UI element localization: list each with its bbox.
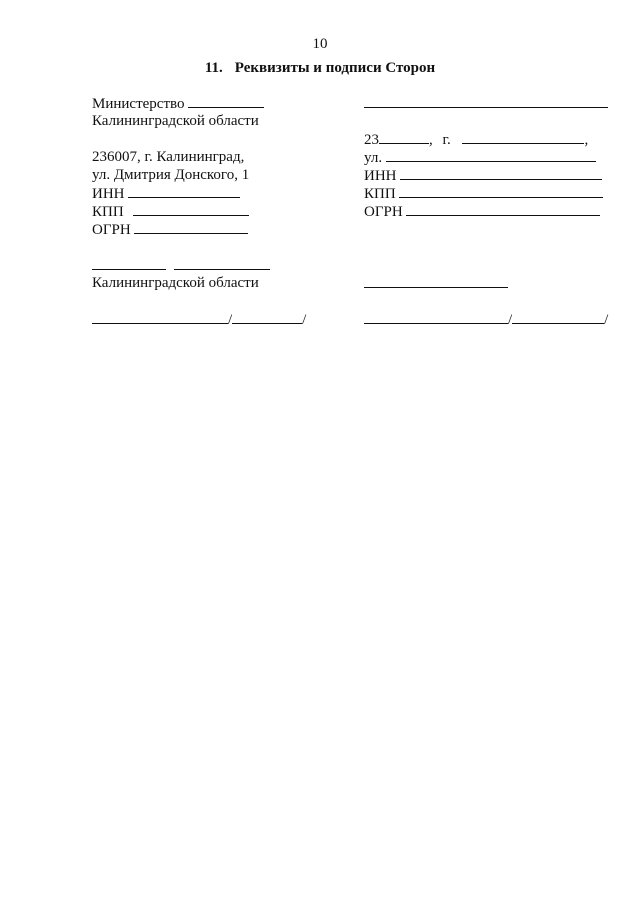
left-ogrn-label: ОГРН — [92, 222, 131, 238]
right-city-blank — [462, 130, 584, 144]
left-name-slash: / — [302, 312, 307, 328]
right-date-comma: , — [429, 132, 433, 148]
left-signature-slash: / — [228, 312, 233, 328]
left-signer-blank-1 — [92, 256, 166, 270]
left-org-label: Министерство — [92, 96, 185, 112]
right-name-blank — [512, 310, 604, 324]
left-org-blank — [188, 94, 264, 108]
left-address-line1: 236007, г. Калининград, — [92, 149, 245, 165]
right-signer-blank-row — [364, 274, 608, 292]
right-date-blank — [379, 130, 429, 144]
right-date-city-row — [364, 130, 608, 148]
left-signer-blank-row — [92, 256, 322, 274]
right-signer-blank — [364, 274, 508, 288]
right-street-blank — [386, 148, 596, 162]
left-inn-blank — [128, 184, 240, 198]
left-kpp-label: КПП — [92, 204, 124, 220]
left-ogrn-row — [92, 220, 322, 238]
section-title — [0, 60, 640, 77]
right-date-prefix: 23 — [364, 132, 379, 148]
left-signature-blank — [92, 310, 228, 324]
right-signature-row — [364, 310, 608, 328]
right-name-slash: / — [604, 312, 609, 328]
page-number: 10 — [312, 36, 328, 52]
left-ogrn-blank — [134, 220, 248, 234]
right-inn-blank — [400, 166, 602, 180]
right-party-details — [364, 94, 608, 328]
right-kpp-blank — [399, 184, 603, 198]
section-title-text: Реквизиты и подписи Сторон — [234, 60, 436, 76]
left-address-line2: ул. Дмитрия Донского, 1 — [92, 167, 250, 183]
right-ogrn-label: ОГРН — [364, 204, 403, 220]
left-org-line2: Калининградской области — [92, 113, 259, 129]
section-number: 11. — [204, 60, 223, 76]
left-kpp-blank — [133, 202, 249, 216]
right-inn-label: ИНН — [364, 168, 397, 184]
right-city-comma: , — [584, 132, 589, 148]
left-name-blank — [232, 310, 302, 324]
right-signature-slash: / — [508, 312, 513, 328]
left-party-details — [92, 94, 322, 328]
right-city-prefix: г. — [442, 132, 451, 148]
left-kpp-row — [92, 202, 322, 220]
left-signer-org: Калининградской области — [92, 275, 259, 291]
left-signature-row — [92, 310, 322, 328]
right-signature-blank — [364, 310, 508, 324]
left-signer-blank-2 — [174, 256, 270, 270]
right-org-row — [364, 94, 608, 112]
right-ogrn-blank — [406, 202, 600, 216]
left-inn-row — [92, 184, 322, 202]
right-street-row — [364, 148, 608, 166]
right-street-label: ул. — [364, 150, 383, 166]
right-kpp-label: КПП — [364, 186, 396, 202]
right-org-blank — [364, 94, 608, 108]
right-ogrn-row — [364, 202, 608, 220]
left-inn-label: ИНН — [92, 186, 125, 202]
right-kpp-row — [364, 184, 608, 202]
right-inn-row — [364, 166, 608, 184]
left-org-line1 — [92, 94, 322, 112]
